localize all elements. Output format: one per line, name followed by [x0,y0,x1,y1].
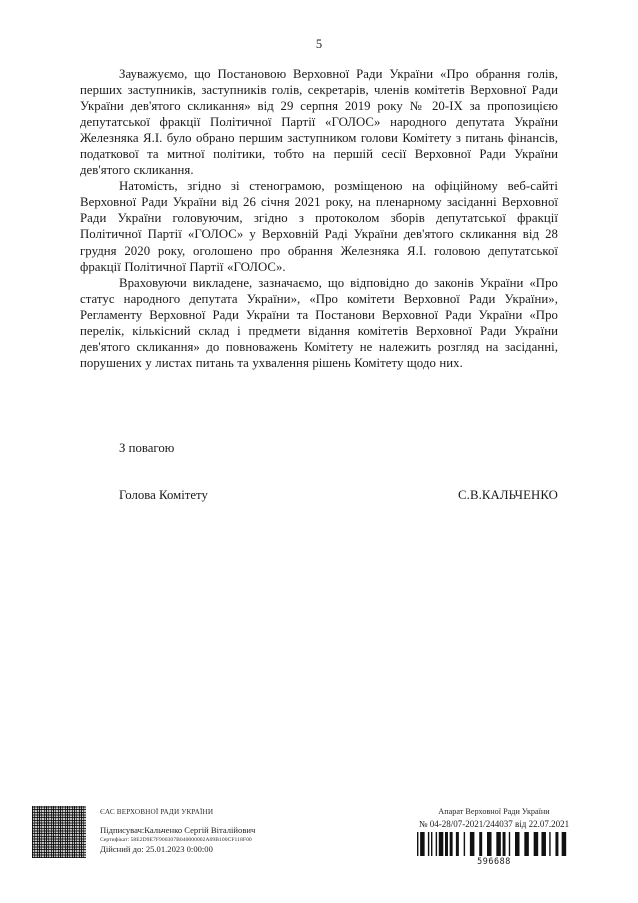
digital-signature-stamp [32,806,255,858]
barcode-wrapper [378,832,610,866]
stamp-spacer [100,817,255,825]
registration-organization: Апарат Верховної Ради України [438,807,550,816]
stamp-certificate-serial: Сертифікат: 58E2D9E7F900307B040000002A09B100CF118F00 [100,837,252,843]
stamp-heading: ЄАС ВЕРХОВНОЇ РАДИ УКРАЇНИ [100,808,214,816]
registration-block [378,806,610,866]
document-body [80,66,558,371]
barcode-digits: 596688 [477,856,511,866]
body-paragraph-1: Зауважуємо, що Постановою Верховної Ради України «Про обрання голів, перших заступників, заступників голів, секретарів, членів комітетів Верховної Ради України дев'ятого скликання» від 29 серпня 2019 року № 20-IX за пропозицією депутатської фракції Політичної Партії «ГОЛОС» народного депутата України Железняка Я.І. було обрано першим заступником голови Комітету з питань фінансів, податкової та митної політики, тобто на першій сесії Верховної Ради України дев'ятого скликання. [80,67,558,178]
closing-salutation: З повагою [119,441,175,455]
body-paragraph-3: Враховуючи викладене, зазначаємо, що відповідно до законів України «Про статус народного депутата України», «Про комітети Верховної Ради України», Регламенту Верховної Ради України та Постанови Верховної Ради України «Про перелік, кількісний склад і предмети відання комітетів Верховної Ради України дев'ятого скликання» до повноважень Комітету не належить розгляд на засіданні, порушених у листах питань та ухвалення рішень Комітету щодо них. [80,275,558,370]
signature-seal-image [32,806,86,858]
signature-block [119,487,558,503]
stamp-signer: Підписувач:Кальченко Сергій Віталійович [100,825,256,835]
signatory-role: Голова Комітету [119,488,208,502]
barcode-image [417,832,571,856]
registration-number: № 04-28/07-2021/244037 від 22.07.2021 [418,819,570,829]
page-number: 5 [315,37,323,51]
stamp-valid-until: Дійсний до: 25.01.2023 0:00:00 [100,844,213,854]
body-paragraph-2: Натомість, згідно зі стенограмою, розміщеною на офіційному веб-сайті Верховної Ради України від 26 січня 2021 року, на пленарному засіданні Верховної Ради України головуючим, згідно з протоколом зборів депутатської фракції Політичної Партії «ГОЛОС» у Верховній Раді України дев'ятого скликання від 28 грудня 2020 року, оголошено про обрання Железняка Я.І. головою депутатської фракції Політичної Партії «ГОЛОС». [80,179,558,274]
signatory-name: С.В.КАЛЬЧЕНКО [458,488,558,502]
signature-stamp-text [100,806,255,855]
